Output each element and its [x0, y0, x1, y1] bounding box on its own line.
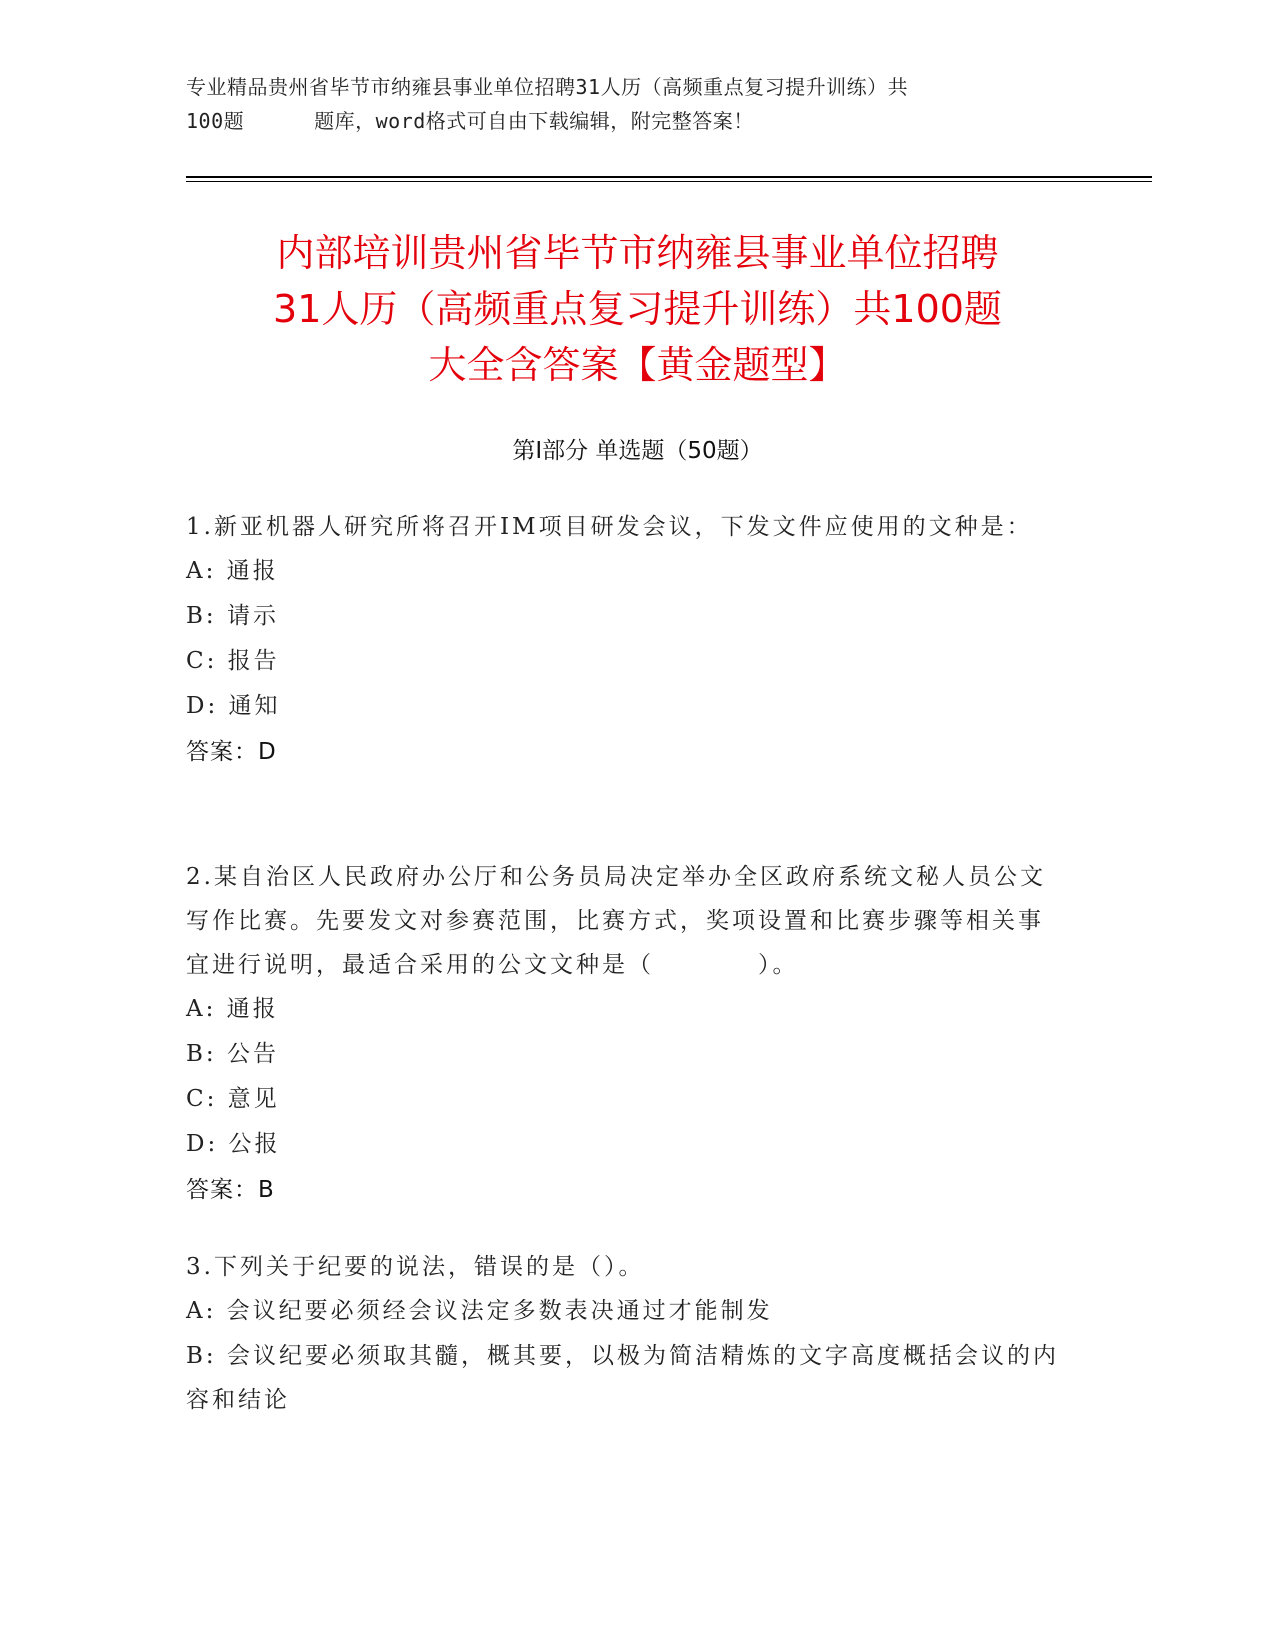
option-a: A: 会议纪要必须经会议法定多数表决通过才能制发: [186, 1298, 773, 1324]
question-2: [186, 855, 1066, 1213]
header-line-2-note: 题库，word格式可自由下载编辑，附完整答案！: [314, 109, 754, 133]
header-line-2-count: 100题: [186, 109, 245, 133]
option-a: A: 通报: [186, 996, 279, 1022]
title-line-2: 31人历（高频重点复习提升训练）共100题: [273, 287, 1002, 331]
page-header: [186, 70, 1066, 138]
header-line-2: [186, 104, 1066, 138]
option-b: B: 公告: [186, 1041, 279, 1067]
question-3: [186, 1245, 1066, 1422]
option-b: B: 请示: [186, 603, 279, 629]
header-divider-thick: [186, 176, 1152, 178]
document-title: [150, 225, 1125, 393]
question-text: 3.下列关于纪要的说法，错误的是（）。: [186, 1254, 645, 1280]
option-c: C: 报告: [186, 648, 280, 674]
option-d: D: 公报: [186, 1131, 281, 1157]
question-text: 2.某自治区人民政府办公厅和公务员局决定举办全区政府系统文秘人员公文写作比赛。先要发文对参赛范围，比赛方式，奖项设置和比赛步骤等相关事宜进行说明，最适合采用的公文文种是（ ）。: [186, 864, 1046, 978]
answer: 答案：B: [186, 1177, 275, 1203]
answer: 答案：D: [186, 739, 277, 765]
option-d: D: 通知: [186, 693, 281, 719]
title-line-1: 内部培训贵州省毕节市纳雍县事业单位招聘: [276, 231, 999, 275]
option-a: A: 通报: [186, 558, 279, 584]
question-text: 1.新亚机器人研究所将召开IM项目研发会议，下发文件应使用的文种是：: [186, 514, 1033, 540]
option-b: B: 会议纪要必须取其髓，概其要，以极为简洁精炼的文字高度概括会议的内容和结论: [186, 1343, 1059, 1413]
title-line-3: 大全含答案【黄金题型】: [428, 343, 847, 387]
header-divider-thin: [186, 181, 1152, 182]
option-c: C: 意见: [186, 1086, 280, 1112]
question-1: [186, 505, 1066, 775]
header-line-1: 专业精品贵州省毕节市纳雍县事业单位招聘31人历（高频重点复习提升训练）共: [186, 75, 909, 99]
section-heading: 第Ⅰ部分 单选题（50题）: [512, 438, 763, 464]
